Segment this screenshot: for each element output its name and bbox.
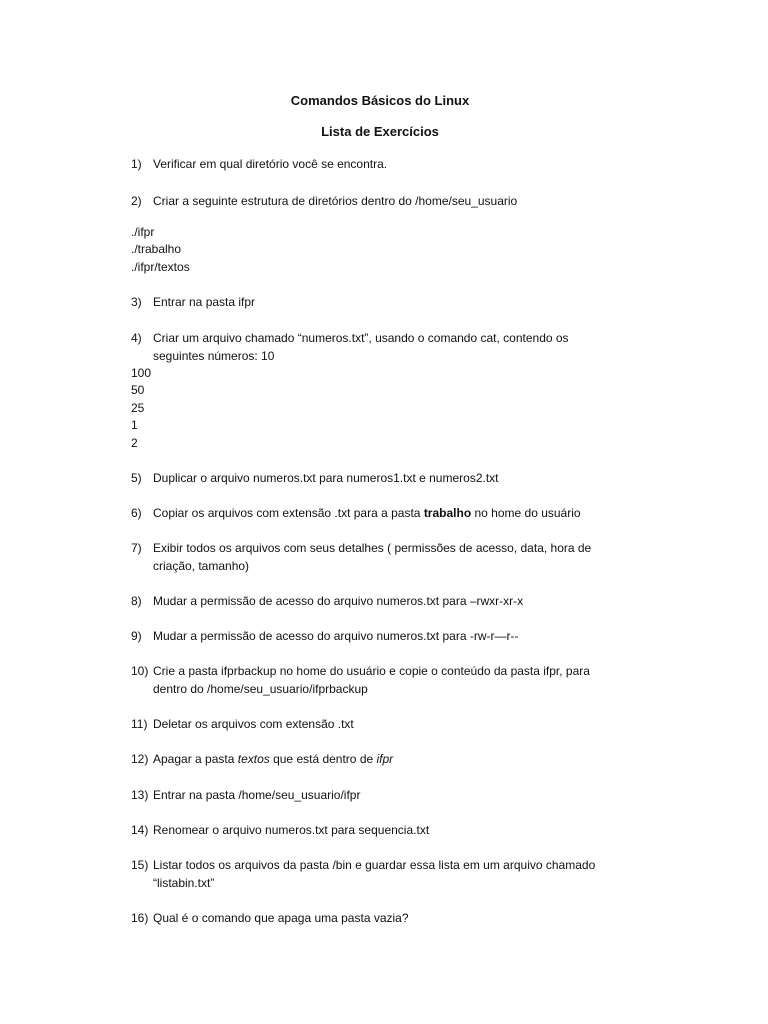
- number-item: 100: [131, 366, 152, 380]
- exercise-number: 8): [131, 594, 142, 608]
- exercise-text: Criar a seguinte estrutura de diretórios dentro do /home/seu_usuario: [153, 194, 518, 208]
- exercise-text-part: no home do usuário: [471, 506, 581, 520]
- exercise-number: 12): [131, 752, 149, 766]
- exercise-text: [153, 540, 603, 575]
- exercise-text: Mudar a permissão de acesso do arquivo numeros.txt para –rwxr-xr-x: [153, 594, 524, 608]
- exercise-text-line: Criar um arquivo chamado “numeros.txt”, usando o comando cat, contendo os: [153, 331, 569, 345]
- directory-item: ./ifpr/textos: [131, 260, 190, 274]
- exercise-text: Entrar na pasta /home/seu_usuario/ifpr: [153, 788, 361, 802]
- exercise-number: 9): [131, 629, 142, 643]
- exercise-text-line: dentro do /home/seu_usuario/ifprbackup: [153, 681, 368, 696]
- exercise-text-line: “listabin.txt”: [153, 875, 215, 890]
- exercise-text: [153, 330, 603, 365]
- exercise-number: 5): [131, 471, 142, 485]
- directory-item: ./ifpr: [131, 225, 155, 239]
- folder-name-bold: trabalho: [423, 506, 472, 520]
- folder-name-italic: textos: [237, 752, 270, 766]
- exercise-number: 2): [131, 194, 142, 208]
- exercise-text-line: Exibir todos os arquivos com seus detalhes ( permissões de acesso, data, hora de: [153, 541, 592, 555]
- exercise-text: Verificar em qual diretório você se encontra.: [153, 157, 388, 171]
- exercise-number: 7): [131, 541, 142, 555]
- exercise-text: Qual é o comando que apaga uma pasta vazia?: [153, 911, 409, 925]
- exercise-number: 14): [131, 823, 149, 837]
- exercise-number: 3): [131, 295, 142, 309]
- exercise-text-line: criação, tamanho): [153, 558, 250, 573]
- exercise-text: [153, 751, 603, 769]
- exercise-text-part: Apagar a pasta: [153, 752, 238, 766]
- exercise-number: 13): [131, 788, 149, 802]
- number-item: 1: [131, 418, 138, 432]
- number-item: 50: [131, 383, 145, 397]
- number-item: 25: [131, 401, 145, 415]
- exercise-text-part: Copiar os arquivos com extensão .txt para a pasta: [153, 506, 424, 520]
- exercise-number: 11): [131, 717, 148, 731]
- exercise-number: 10): [131, 664, 149, 678]
- exercise-text-part: que está dentro de: [269, 752, 377, 766]
- exercise-text-line: Listar todos os arquivos da pasta /bin e guardar essa lista em um arquivo chamado: [153, 858, 596, 872]
- page-title: Comandos Básicos do Linux: [290, 93, 470, 108]
- exercise-number: 16): [131, 911, 149, 925]
- folder-name-italic: ifpr: [376, 752, 394, 766]
- exercise-text: Deletar os arquivos com extensão .txt: [153, 717, 354, 731]
- exercise-text: Renomear o arquivo numeros.txt para sequencia.txt: [153, 823, 430, 837]
- exercise-text: [153, 505, 603, 523]
- page-subtitle: Lista de Exercícios: [321, 124, 439, 139]
- exercise-text: Mudar a permissão de acesso do arquivo numeros.txt para -rw-r—r--: [153, 629, 519, 643]
- number-item: 2: [131, 436, 138, 450]
- exercise-text: [153, 663, 603, 698]
- exercise-text-line: Crie a pasta ifprbackup no home do usuário e copie o conteúdo da pasta ifpr, para: [153, 664, 590, 678]
- exercise-number: 1): [131, 157, 142, 171]
- exercise-number: 6): [131, 506, 142, 520]
- directory-item: ./trabalho: [131, 242, 182, 256]
- exercise-text: Duplicar o arquivo numeros.txt para numeros1.txt e numeros2.txt: [153, 471, 499, 485]
- exercise-number: 15): [131, 858, 149, 872]
- exercise-number: 4): [131, 331, 142, 345]
- exercise-text: [153, 857, 603, 892]
- exercise-text: Entrar na pasta ifpr: [153, 295, 256, 309]
- exercise-text-line: seguintes números: 10: [153, 348, 275, 363]
